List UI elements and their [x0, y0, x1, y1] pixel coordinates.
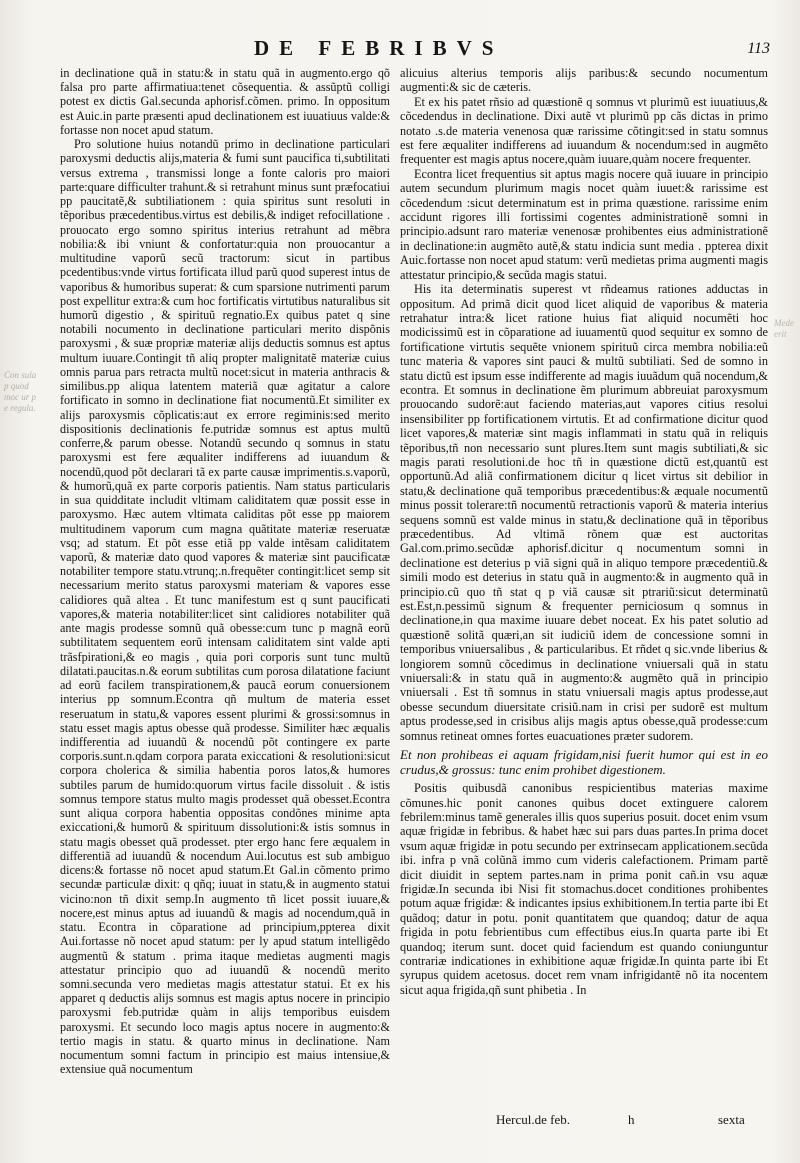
left-paragraph: in declinatione quã in statu:& in statu quã in augmento.ergo qõ falsa pro parte affirmatiua:tenet cõsequentia. & assũptũ colligi potest ex dictis Gal.secunda aphorisf.cõmen. primo. In oppositum est Auic.in parte præsenti apud declinationem est iuuatiuus valde:& fortasse non nocet apud statum. — [60, 66, 390, 137]
left-margin-note: Con sula p quod moc ur p e regula. — [4, 370, 37, 413]
page-header — [0, 34, 800, 70]
right-paragraph: Positis quibusdã canonibus respicientibus materias maxime cõmunes.hic ponit canones quibus docet extinguere calorem febrilem:minus tamẽ generales illis quos superius posuit. docet enim vsum aquæ frigidæ in febribus. & habet hæc sui pars duas partes.In prima docet vsum aquæ frigidæ in potu secundo per extrinsecam applicationem.secũda ibi. infra p vnã colũnã immo cum videris calefactionem. Primam partẽ dicit diuidit in septem partes.nam in prima ponit cañ.in vsu aquæ frigidæ.In secunda ibi Nisi fit stomachus.docet conditiones prohibentes potum aquæ frigidæ: & indicantes ipsius exhibitionem.In tertia parte ibi Et quãdoq; datur in potu. ponit quantitatem que quandoq; datur de aqua frigida in potu febrientibus cum effectibus eius.In quarta parte ibi Et quandoq; iterum sunt. docet quid faciendum est quando coniunguntur contrariæ indicationes in exhibitione aquæ frigidæ.In quinta parte ibi Et syrupus quidem acetosus. docet rem vnam infrigidantẽ nõ ita nocentem sicut aqua frigida,qñ sunt phibetia . In — [400, 781, 768, 997]
right-paragraph: Econtra licet frequentius sit aptus magis nocere quã iuuare in principio autem secundum plurimum magis nocet quàm iuuet:& rarissime est cõcedendum :sicut determinatum est in prima quæstione. rarissime enim accidunt rigores illi fortissimi cogentes administrationẽ somni in principio.adsunt raro materiæ venenosæ prohibentes eius administrationẽ in declinatione:in augmẽto autẽ,& statu indicia sunt media . ppterea dixit Auic.fortasse non nocet apud statum: verũ medietas prima augmenti magis attestatur principio,& secũda magis statui. — [400, 166, 768, 282]
signature-mark: h — [628, 1112, 635, 1127]
right-paragraph: alicuius alterius temporis alijs paribus:& secundo nocumentum augmenti:& sic de cæteris. — [400, 66, 768, 95]
right-column — [400, 66, 768, 997]
catchword: sexta — [718, 1112, 745, 1127]
right-paragraph: Et ex his patet rñsio ad quæstionẽ q somnus vt plurimũ est iuuatiuus,& cõcedendus in declinatione. Dixi autẽ vt plurimũ pp cãs dictas in primo notato .s.de materia venenosa quæ rarissime cõtingit:sed in statu somnus est fere æqualiter indifferens ad iuuandum & nocendum:sed in augmẽto frequenter est magis aptus nocere,quàm iuuare,quàm nocere frequenter. — [400, 94, 768, 167]
page-footer — [0, 1112, 800, 1136]
lemma-quotation: Et non prohibeas ei aquam frigidam,nisi fuerit humor qui est in eo crudus,& grossus: tunc enim prohibet digestionem. — [400, 747, 768, 778]
signature-label: Hercul.de feb. — [496, 1112, 570, 1127]
running-head: DE FEBRIBVS — [254, 36, 504, 60]
right-paragraph: His ita determinatis superest vt rñdeamus rationes adductas in oppositum. Ad primã dicit quod licet aliquid de vaporibus & materia retrahatur intra:& licet ratione huius fiat aliquid nocumẽti hoc modicissimũ est in cõparatione ad iuuamentũ quod sequitur ex somno de fortificatione virtutis sequẽte vnionem spirituũ circa membra nobilia:eũ tunc materia & vapores sint pauci & multũ subtiliati. Sed de somno in statu dictũ est ipsum esse indifferente ad magis iuuãdum quã nocendum,& econtra. Et somnus in declinatione ẽm plurimum abbreuiat paroxysmum prouocando sudorẽ:aut faciendo materias,aut vapores citius resolui insensibiliter pp fortificationem virtutis. Et ad confirmatione dicitur quod licet vapores,& materiæ sint magis inflammati in statu quã in reliquis tẽporibus,tñ non necessario sunt plures.Item sunt magis subtiliati,& sic magis parati resolutioni.de hoc tñ in quæstione dictũ est,quantũ est opportunũ.Ad aliã confirmationem dicitur q licet virtus sit debilior in statu,& declinatione quã temporibus præcedentibus:& æquale nocumentũ minus possit tolerare:tñ nocumentũ retractionis vaporũ & materia interius sequens somnũ est valde minus in statu,& declinatione quã in tẽporibus præcedentibus. Ad vltimã rõnem quæ est auctoritas Gal.com.primo.secũdæ aphorisf.dicitur q nocumentum somni in declinatione est deterius p viã signi quã in aliquo tempore præcedentiũ.& simili modo est deterius in statu quã in augmento:& in augmento quã in principio.cũ quo tñ stat q p viã causæ sit ptrariũ:sicut determinatũ est.Est,n.pessimũ signum & frequenter perniciosum q somnus in declinatione,in qua maxime iuuare debet noceat. Ex his patet solutio ad quæstionẽ solitã quæri,an sit iudiciũ idem de concessione somni in temporibus vniuersalibus , & particularibus. Et rñdet q sic.vnde liberius & longiorem somnũ cõcedimus in declinatione vniuersali quã in statu vniuersali:& in statu quã in augmento:& augmẽto quã in principio vniuersali . Est tñ somnus in statu vniuersali magis aptus prodesse,aut obesse secundum diuersitate crisiũ.nam in crisi per sudorẽ est multum aptus prodesse,sed in crisibus alijs magis aptus obesse,quã prodesse:cum somnus retineat omnes fortes euacuationes præter sudorem. — [400, 282, 768, 743]
right-margin-note: Mede erit — [774, 318, 794, 339]
left-paragraph: Pro solutione huius notandũ primo in declinatione particulari paroxysmi deductis alijs,materia & fumi sunt paucifica ti,subtilitati versus extrema , transmissi longe a fonte caloris pro maiori parte:quare difficulter trahunt.& si retrahunt minus sunt præfocatiui pp paucitatẽ,& subtiliationem : quia spiritus sunt resoluti in tẽporibus præcedentibus.virtus est debilis,& indiget refocillatione . prouocato ergo somno spiritus interius retrahunt ad mẽbra nobilia:& ibi vniunt & confortatur:quia non prouocantur a multitudine vaporũ secũ tractorum: sicut in partibus pcedentibus:vnde virtus fortificata illud parũ quod superest intus de vaporibus & humoribus superat: & cum sparsione nutrimenti parum post expellitur extra:& cum hoc fortificatis virtutibus naturalibus sit humorũ digestio , & spirituũ regnatio.Ex quibus patet q sine notabili nocumento in declinatione particulari merito dispõnis paroxysmi , & suæ propriæ materiæ alijs deductis somnus est aptus multum iuuare.Contingit tñ aliq propter malignitatẽ materiæ cuius omnis parua pars retracta multũ nocet:sicut in materia anthracis & similibus.pp aliqua latentem materiã quæ agitatur a calore fortificato in somno in declinatione fiat nocumentũ.Et similiter ex alijs paroxysmis cõplicatis:aut ex errore regiminis:sed merito dispositionis declinationis fe.putridæ somnus est aptus multũ conferre,& parum obesse. Notandũ secundo q somnus in statu paroxysmi est fere æqualiter indifferens ad iuuandum & nocendũ,quod põt declarari tã ex parte causæ imprimentis.s.vaporũ, & humorũ,quã ex parte corporis patientis. Nam status particularis in sua quidditate includit vltimam caliditatem quæ possit esse in paroxysmo. Hæc autem vltimata caliditas põt esse pp maiorem multitudinem vaporum cum magna quãtitate materiæ reseruatæ vsq; ad statum. Et põt esse etiã pp valde intẽsam caliditatem vaporũ, & materiæ dato quod vapores & materiæ sint paucificatæ notabiliter tempore statu.vtrunq;.n.frequẽter contingit:licet semp sit necessarium merito status paroxysmi materiam & vapores esse calidiores quã altea . Et tunc manifestum est q sunt paucificati vapores,& materia notabiliter:licet sint calidiores notabiliter quã ante magis prodesse somnũ quã obesse:cum tunc p magnã eorũ subtilitatem sequentem eorũ intensam caliditatem sint valde apti trãsfpirationi,& eo magis , quia pori corporis sunt tunc multũ dilatati.paucitas.n.& eorum subtilitas cum porosa dilatatione faciunt ad eorũ facilem transpirationem,& paucã eorum conuersionem interius pp somnum.Econtra qñ multum de materia esset reseruatum in statu,& vapores essent plurimi & grossi:somnus in statu esset magis aptus obesse quã prodesse. Similiter hæc æqualis indifferentia ad iuuandũ & nocendũ põt contingere ex parte corporis.sunt.n.qdam corpora parata exiccationi & resolutioni:sicut corpora cholerica & similia habentia poros latos,& humores subtiles parum de humido:quorum virtus facile dissoluit . & istis somnus tempore status multo magis prodesset quã obesset.Econtra sunt aliqua corpora habentia oppositas condõnes minime apta exiccationi,& humorũ & spirituum dissolutioni:& istis somnus in statu magis obesset quã prodesset. pter ergo hanc fere æqualem in differentiã ad iuuandũ & nocendum Aui.locutus est sub ambiguo dicens:& fortasse nõ nocet apud statum.Et Gal.in cõmento primo secundæ particulæ dixit: q qñq; iuuat in statu,& in augmento statui vicino:non tñ dixit semp.In augmento tñ licet possit iuuare,& nocere,est minus aptus ad iuuandũ & magis ad nocendum,quã in statu. Econtra in cõparatione ad principium,ppterea dixit Aui.fortasse nõ nocet apud statum: per ly apud statum intelligẽdo augmentũ & statum . prima itaque medietas augmenti magis attestatur principio quo ad iuuandũ & nocendũ merito somni.secunda vero medietas magis attestatur statui. Et ex his apparet q deductis alijs somnus est magis aptus nocere in principio paroxysmi feb.putridæ quàm in alijs temporibus euisdem paroxysmi. Et secundo loco magis aptus nocere in augmento:& tertio magis in statu. & quarto minus in declinatione. Nam nocumentum somni factum in principio est maius intensiue,& extensiue quã nocumentum — [60, 137, 390, 1077]
page-number: 113 — [747, 40, 770, 57]
left-column — [60, 66, 390, 1077]
